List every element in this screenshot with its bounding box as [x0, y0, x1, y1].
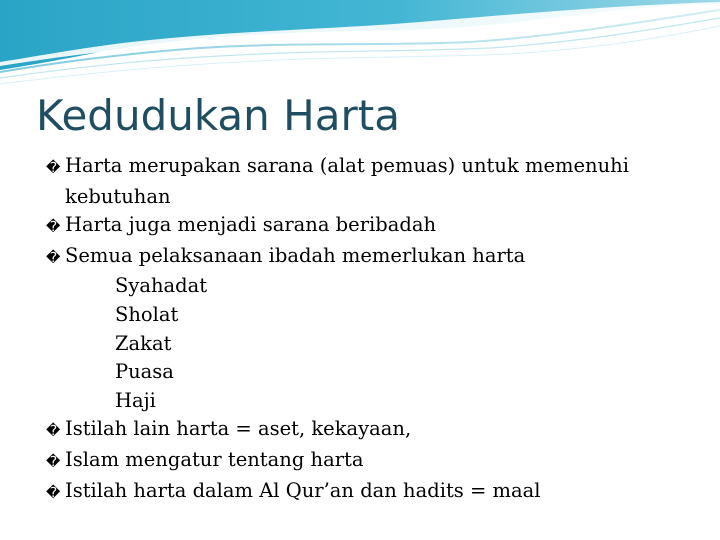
sub-item-haji: Haji [115, 388, 156, 412]
bullet-item [46, 242, 686, 273]
missing-glyph-icon: � [46, 219, 61, 236]
sub-item-syahadat: Syahadat [115, 274, 208, 298]
wave-header-decoration [0, 0, 720, 90]
bullet-item [46, 415, 686, 446]
missing-glyph-icon: � [46, 249, 61, 266]
bullet-list [46, 152, 686, 507]
sub-item-zakat: Zakat [115, 331, 172, 355]
missing-glyph-icon: � [46, 453, 61, 470]
missing-glyph-icon: � [46, 484, 61, 501]
bullet-item [46, 152, 686, 211]
bullet-item [46, 446, 686, 477]
bullet-text: Harta juga menjadi sarana beribadah [65, 213, 437, 237]
bullet-text: Harta merupakan sarana (alat pemuas) untuk memenuhi kebutuhan [65, 154, 629, 208]
bullet-text: Islam mengatur tentang harta [65, 447, 364, 471]
missing-glyph-icon: � [46, 423, 61, 440]
bullet-item [46, 477, 686, 508]
sub-item-puasa: Puasa [115, 360, 174, 384]
slide-title: Kedudukan Harta [36, 91, 400, 140]
bullet-text: Istilah lain harta = aset, kekayaan, [65, 417, 412, 441]
bullet-item [46, 211, 686, 242]
bullet-text: Semua pelaksanaan ibadah memerlukan harta [65, 243, 526, 267]
bullet-text: Istilah harta dalam Al Qur’an dan hadits = maal [65, 478, 541, 502]
missing-glyph-icon: � [46, 160, 61, 176]
sub-item-sholat: Sholat [115, 302, 179, 326]
